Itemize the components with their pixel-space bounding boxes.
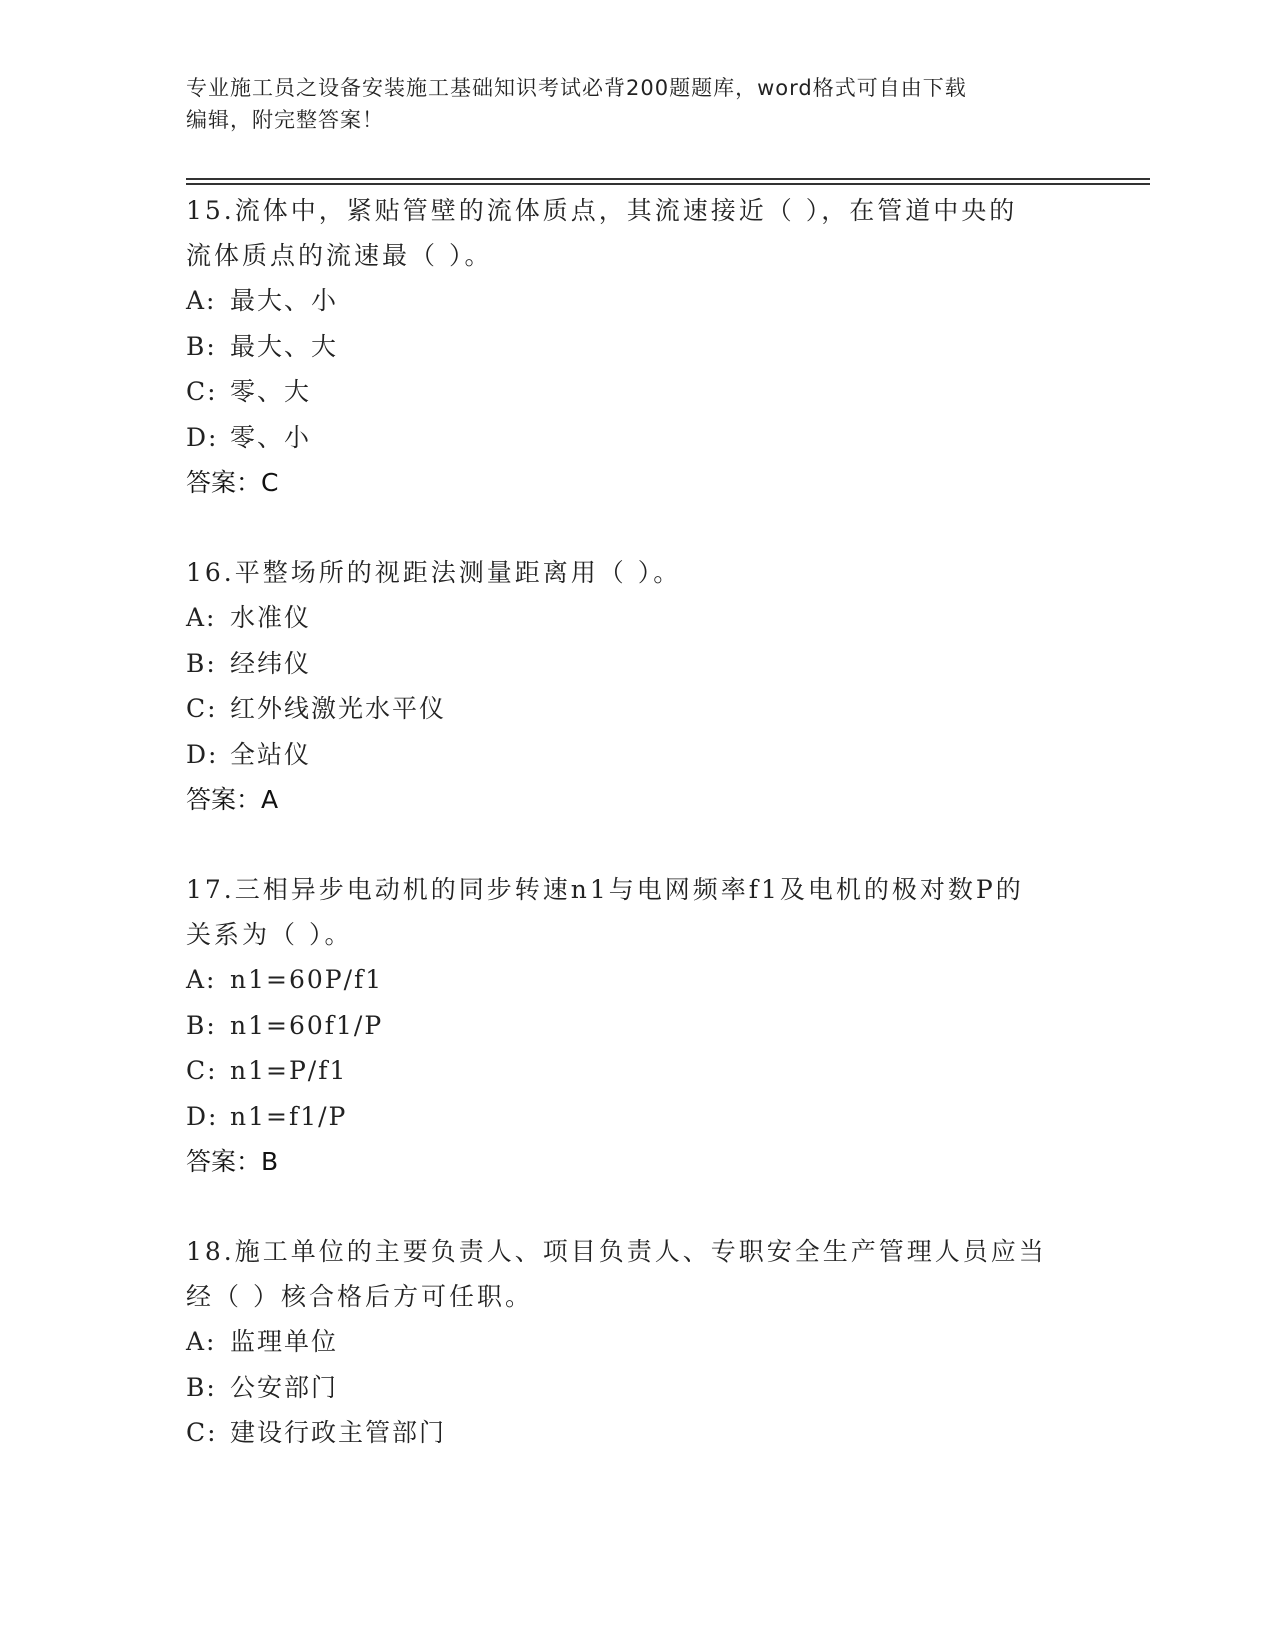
option-key: B: <box>186 1372 217 1402</box>
header-line-1: 专业施工员之设备安装施工基础知识考试必背200题题库，word格式可自由下载 <box>186 76 967 100</box>
question-stem-line: 17.三相异步电动机的同步转速n1与电网频率f1及电机的极对数P的 <box>186 875 1024 904</box>
option-key: C: <box>186 377 218 406</box>
question-stem-line: 16.平整场所的视距法测量距离用（ ）。 <box>186 558 682 587</box>
option-key: C: <box>186 1418 218 1447</box>
option-text: 全站仪 <box>230 739 312 769</box>
option-b <box>186 1365 1086 1411</box>
question-stem-line: 关系为（ ）。 <box>186 920 353 949</box>
option-d <box>186 1094 1086 1140</box>
question-list <box>186 188 1086 1501</box>
option-a <box>186 278 1086 324</box>
option-key: B: <box>186 648 217 678</box>
option-d <box>186 415 1086 461</box>
question-15 <box>186 188 1086 505</box>
header-divider-bottom <box>186 183 1150 185</box>
option-text: 建设行政主管部门 <box>230 1418 447 1447</box>
option-c <box>186 686 1086 732</box>
question-stem-line: 15.流体中，紧贴管壁的流体质点，其流速接近（ ），在管道中央的 <box>186 196 1018 225</box>
answer-line: 答案：C <box>186 468 279 497</box>
option-text: n1=f1/P <box>230 1101 348 1131</box>
option-text: 红外线激光水平仪 <box>230 694 447 723</box>
option-d <box>186 732 1086 778</box>
option-key: D: <box>186 422 219 452</box>
option-a <box>186 595 1086 641</box>
option-key: C: <box>186 1056 218 1085</box>
option-key: A: <box>186 286 217 315</box>
option-text: 零、小 <box>230 422 312 452</box>
question-16 <box>186 550 1086 822</box>
header-line-2: 编辑，附完整答案！ <box>186 108 384 132</box>
option-b <box>186 641 1086 687</box>
question-17 <box>186 867 1086 1184</box>
option-c <box>186 1410 1086 1456</box>
option-key: A: <box>186 603 217 632</box>
option-text: n1=60P/f1 <box>230 965 384 994</box>
option-key: D: <box>186 1101 219 1131</box>
option-text: 最大、小 <box>230 286 339 315</box>
option-text: 水准仪 <box>230 603 312 632</box>
option-key: B: <box>186 1010 217 1040</box>
option-key: A: <box>186 965 217 994</box>
option-text: n1=P/f1 <box>230 1056 348 1085</box>
option-b <box>186 324 1086 370</box>
option-text: n1=60f1/P <box>230 1010 384 1040</box>
header-divider-top <box>186 178 1150 180</box>
option-key: D: <box>186 739 219 769</box>
option-text: 监理单位 <box>230 1327 339 1356</box>
option-text: 零、大 <box>230 377 312 406</box>
answer-line: 答案：B <box>186 1147 279 1176</box>
option-c <box>186 369 1086 415</box>
option-text: 最大、大 <box>230 331 339 361</box>
option-key: A: <box>186 1327 217 1356</box>
option-key: B: <box>186 331 217 361</box>
question-stem-line: 18.施工单位的主要负责人、项目负责人、专职安全生产管理人员应当 <box>186 1237 1047 1266</box>
question-18 <box>186 1229 1086 1456</box>
option-a <box>186 957 1086 1003</box>
answer-line: 答案：A <box>186 785 279 814</box>
option-text: 经纬仪 <box>230 648 312 678</box>
option-key: C: <box>186 694 218 723</box>
document-header <box>186 72 1066 136</box>
option-c <box>186 1048 1086 1094</box>
option-text: 公安部门 <box>230 1372 339 1402</box>
question-stem-line: 经（ ）核合格后方可任职。 <box>186 1282 533 1311</box>
question-stem-line: 流体质点的流速最（ ）。 <box>186 241 493 270</box>
option-a <box>186 1319 1086 1365</box>
option-b <box>186 1003 1086 1049</box>
